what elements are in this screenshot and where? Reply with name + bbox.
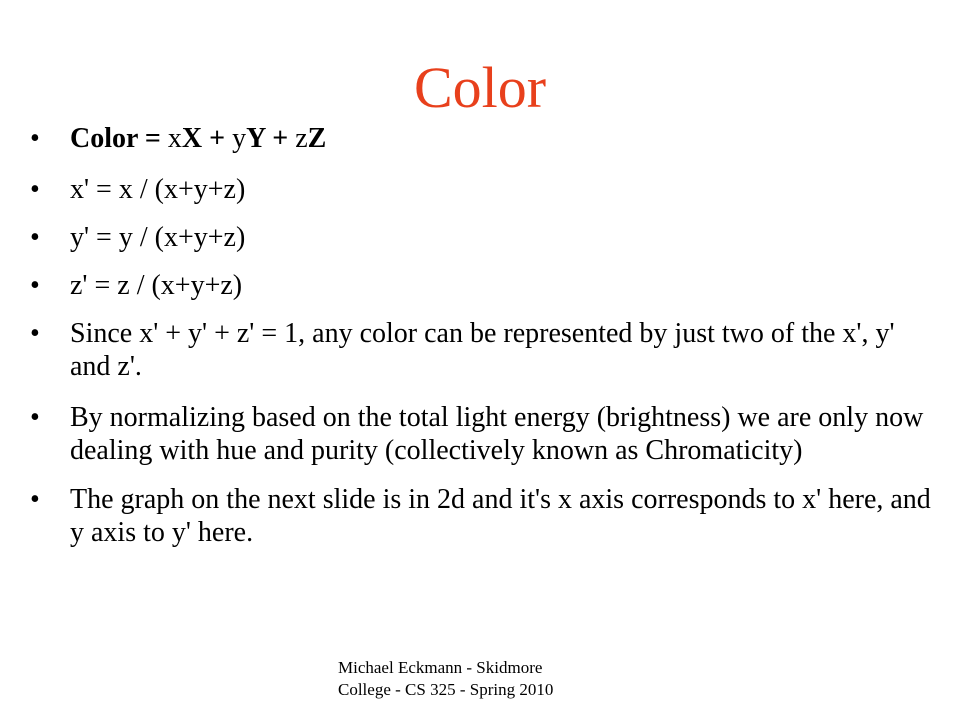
bullet-dot: • [30, 402, 40, 433]
footer-line: Michael Eckmann - Skidmore [338, 658, 543, 677]
bullet-text: z' = z / (x+y+z) [70, 270, 243, 301]
bullet-text: Since x' + y' + z' = 1, any color can be represented by just two of the x', y' and z'. [70, 318, 895, 382]
bullet-item [30, 483, 940, 549]
bullet-dot: • [30, 270, 40, 301]
formula-y-var: y [232, 123, 247, 154]
formula-z-cap: Z [307, 123, 327, 154]
bullet-item [30, 221, 940, 254]
formula-lhs: Color = [70, 123, 168, 154]
bullet-text: The graph on the next slide is in 2d and it's x axis corresponds to x' here, and y axis to y' here. [70, 484, 931, 548]
bullet-dot: • [30, 484, 40, 515]
bullet-item-formula [30, 122, 940, 155]
bullet-text: y' = y / (x+y+z) [70, 222, 246, 253]
bullet-list [30, 122, 940, 564]
slide-footer [338, 657, 638, 701]
formula-y-cap: Y + [246, 123, 296, 154]
formula-x-var: x [167, 123, 182, 154]
bullet-text: By normalizing based on the total light energy (brightness) we are only now dealing with hue and purity (collectively known as Chromaticity) [70, 402, 924, 466]
bullet-dot: • [30, 222, 40, 253]
formula-z-var: z [295, 123, 308, 154]
bullet-text: x' = x / (x+y+z) [70, 174, 246, 205]
formula-x-cap: X + [181, 123, 233, 154]
slide-title: Color [413, 55, 547, 120]
bullet-item [30, 401, 940, 467]
bullet-item [30, 317, 940, 383]
footer-line: College - CS 325 - Spring 2010 [338, 680, 554, 699]
bullet-dot: • [30, 174, 40, 205]
bullet-dot: • [30, 318, 40, 349]
bullet-item [30, 173, 940, 206]
bullet-item [30, 269, 940, 302]
bullet-dot: • [30, 123, 40, 154]
